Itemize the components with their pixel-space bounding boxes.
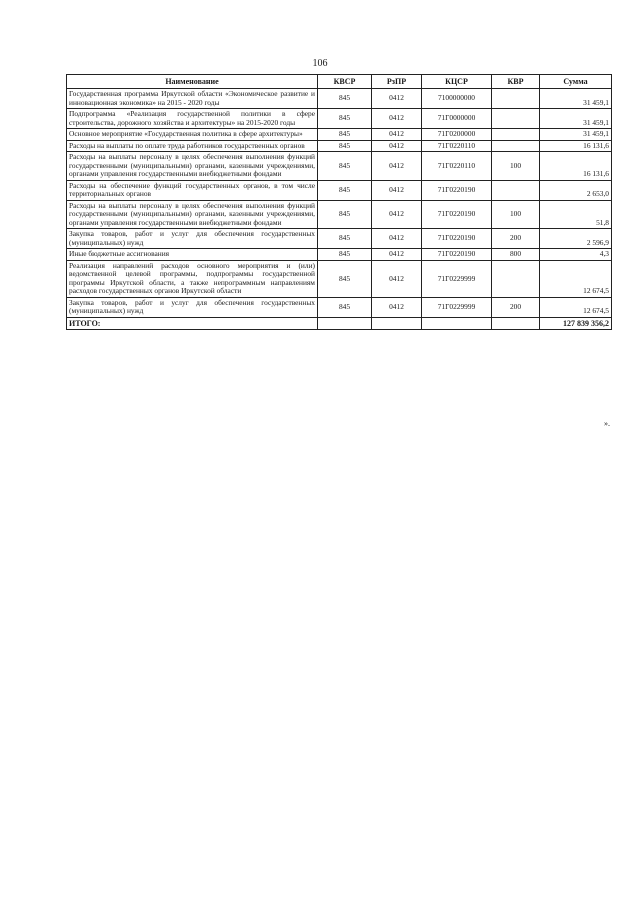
cell-name: Расходы на выплаты персоналу в целях обеспечения выполнения функций государственными (муниципальными) органами, казенными учреждениями, органами управления государственными внебюджетными фондами [67, 200, 318, 229]
cell-kvsr: 845 [318, 140, 372, 152]
cell-sum: 12 674,5 [540, 297, 612, 317]
cell-name: Расходы на выплаты персоналу в целях обеспечения выполнения функций государственными (муниципальными) органами, казенными учреждениями, органами управления государственными внебюджетными фондами [67, 152, 318, 181]
cell-kvsr: 845 [318, 229, 372, 249]
cell-kvr [492, 89, 540, 109]
cell-sum: 16 131,6 [540, 152, 612, 181]
cell-sum: 4,3 [540, 249, 612, 261]
table-row [67, 249, 612, 261]
cell-rzpr: 0412 [372, 249, 422, 261]
column-header-sum: Сумма [540, 75, 612, 89]
cell-name: Реализация направлений расходов основного мероприятия и (или) ведомственной целевой программы, подпрограммы государственной программы Иркутской области, а также непрограммным направлениям расходов государственных органов Иркутской области [67, 260, 318, 297]
cell-kcsr: 71Г0000000 [422, 109, 492, 129]
cell-kcsr: 71Г0220190 [422, 180, 492, 200]
total-empty-cell [422, 317, 492, 329]
cell-kvr [492, 109, 540, 129]
cell-name: Закупка товаров, работ и услуг для обеспечения государственных (муниципальных) нужд [67, 297, 318, 317]
cell-kvsr: 845 [318, 152, 372, 181]
column-header-name: Наименование [67, 75, 318, 89]
cell-kvsr: 845 [318, 89, 372, 109]
cell-rzpr: 0412 [372, 129, 422, 141]
cell-kvr: 100 [492, 200, 540, 229]
cell-kvr: 200 [492, 229, 540, 249]
total-empty-cell [372, 317, 422, 329]
cell-kvr: 100 [492, 152, 540, 181]
cell-kvsr: 845 [318, 129, 372, 141]
table-row [67, 229, 612, 249]
page-number: 106 [312, 58, 328, 69]
table-row [67, 140, 612, 152]
cell-kcsr: 71Г0220190 [422, 229, 492, 249]
total-sum: 127 839 356,2 [540, 317, 612, 329]
table-row [67, 152, 612, 181]
total-label: ИТОГО: [67, 317, 318, 329]
table-row [67, 129, 612, 141]
table-row [67, 180, 612, 200]
cell-sum: 12 674,5 [540, 260, 612, 297]
cell-kcsr: 71Г0220190 [422, 200, 492, 229]
cell-sum: 31 459,1 [540, 109, 612, 129]
cell-name: Подпрограмма «Реализация государственной политики в сфере строительства, дорожного хозяйства и архитектуры» на 2015-2020 годы [67, 109, 318, 129]
cell-rzpr: 0412 [372, 140, 422, 152]
cell-kvr: 200 [492, 297, 540, 317]
cell-kvsr: 845 [318, 249, 372, 261]
cell-rzpr: 0412 [372, 200, 422, 229]
cell-rzpr: 0412 [372, 109, 422, 129]
cell-rzpr: 0412 [372, 229, 422, 249]
cell-rzpr: 0412 [372, 152, 422, 181]
table-body [67, 89, 612, 318]
column-header-kvsr: КВСР [318, 75, 372, 89]
total-empty-cell [492, 317, 540, 329]
cell-kvr: 800 [492, 249, 540, 261]
table-row [67, 89, 612, 109]
cell-sum: 2 596,9 [540, 229, 612, 249]
table-header-row [67, 75, 612, 89]
cell-sum: 31 459,1 [540, 129, 612, 141]
closing-quote-mark: ». [604, 419, 610, 428]
cell-sum: 16 131,6 [540, 140, 612, 152]
total-row [67, 317, 612, 329]
cell-rzpr: 0412 [372, 180, 422, 200]
cell-kcsr: 71Г0220110 [422, 140, 492, 152]
cell-kvr [492, 129, 540, 141]
cell-kvsr: 845 [318, 180, 372, 200]
cell-kcsr: 71Г0220110 [422, 152, 492, 181]
cell-sum: 2 653,0 [540, 180, 612, 200]
cell-name: Государственная программа Иркутской области «Экономическое развитие и инновационная экономика» на 2015 - 2020 годы [67, 89, 318, 109]
cell-kvsr: 845 [318, 297, 372, 317]
cell-sum: 31 459,1 [540, 89, 612, 109]
cell-kcsr: 7100000000 [422, 89, 492, 109]
cell-kvr [492, 260, 540, 297]
cell-name: Закупка товаров, работ и услуг для обеспечения государственных (муниципальных) нужд [67, 229, 318, 249]
column-header-kcsr: КЦСР [422, 75, 492, 89]
cell-kvsr: 845 [318, 109, 372, 129]
table-row [67, 297, 612, 317]
cell-rzpr: 0412 [372, 297, 422, 317]
cell-name: Расходы на выплаты по оплате труда работников государственных органов [67, 140, 318, 152]
cell-rzpr: 0412 [372, 260, 422, 297]
cell-kcsr: 71Г0220190 [422, 249, 492, 261]
cell-name: Расходы на обеспечение функций государственных органов, в том числе территориальных органов [67, 180, 318, 200]
cell-name: Основное мероприятие «Государственная политика в сфере архитектуры» [67, 129, 318, 141]
cell-kcsr: 71Г0200000 [422, 129, 492, 141]
cell-kvsr: 845 [318, 260, 372, 297]
table-row [67, 200, 612, 229]
column-header-kvr: КВР [492, 75, 540, 89]
cell-name: Иные бюджетные ассигнования [67, 249, 318, 261]
cell-kvr [492, 140, 540, 152]
table-row [67, 260, 612, 297]
budget-table [66, 74, 612, 330]
cell-rzpr: 0412 [372, 89, 422, 109]
cell-kvsr: 845 [318, 200, 372, 229]
table-row [67, 109, 612, 129]
cell-kvr [492, 180, 540, 200]
cell-kcsr: 71Г0229999 [422, 260, 492, 297]
cell-kcsr: 71Г0229999 [422, 297, 492, 317]
cell-sum: 51,8 [540, 200, 612, 229]
total-empty-cell [318, 317, 372, 329]
column-header-rzpr: РзПР [372, 75, 422, 89]
